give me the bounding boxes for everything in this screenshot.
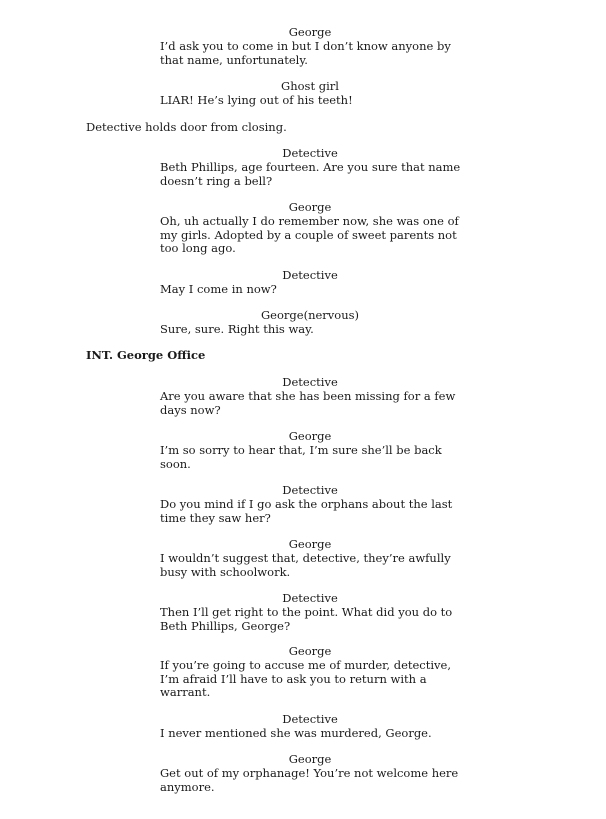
character-cue: Ghost girl	[281, 79, 339, 93]
character-cue: George	[288, 752, 332, 766]
dialogue-line: I never mentioned she was murdered, George.	[160, 726, 432, 740]
dialogue-line: Get out of my orphanage! You’re not welcome here anymore.	[160, 766, 459, 794]
character-cue: George	[288, 25, 332, 39]
character-cue: George	[288, 537, 332, 551]
character-cue: Detective	[282, 591, 338, 605]
dialogue-line: I’d ask you to come in but I don’t know anyone by that name, unfortunately.	[160, 39, 451, 67]
dialogue-line: Are you aware that she has been missing for a few days now?	[160, 389, 456, 417]
dialogue-line: Beth Phillips, age fourteen. Are you sure that name doesn’t ring a bell?	[160, 160, 461, 188]
dialogue-line: LIAR! He’s lying out of his teeth!	[160, 93, 353, 107]
dialogue-line: If you’re going to accuse me of murder, detective, I’m afraid I’ll have to ask you to return with a warrant.	[160, 658, 452, 699]
character-cue: Detective	[282, 483, 338, 497]
action-line: Detective holds door from closing.	[86, 120, 287, 134]
character-cue: George	[288, 200, 332, 214]
character-cue: George(nervous)	[261, 308, 359, 322]
dialogue-line: Oh, uh actually I do remember now, she was one of my girls. Adopted by a couple of sweet parents not too long ago.	[160, 214, 459, 255]
dialogue-line: Then I’ll get right to the point. What did you do to Beth Phillips, George?	[160, 605, 453, 633]
character-cue: Detective	[282, 146, 338, 160]
dialogue-line: I’m so sorry to hear that, I’m sure she’ll be back soon.	[160, 443, 442, 471]
dialogue-line: May I come in now?	[160, 282, 277, 296]
character-cue: Detective	[282, 375, 338, 389]
character-cue: Detective	[282, 712, 338, 726]
dialogue-line: Do you mind if I go ask the orphans about the last time they saw her?	[160, 497, 453, 525]
character-cue: George	[288, 644, 332, 658]
character-cue: Detective	[282, 268, 338, 282]
scene-heading: INT. George Office	[86, 348, 206, 362]
dialogue-line: I wouldn’t suggest that, detective, they’re awfully busy with schoolwork.	[160, 551, 451, 579]
dialogue-line: Sure, sure. Right this way.	[160, 322, 314, 336]
character-cue: George	[288, 429, 332, 443]
